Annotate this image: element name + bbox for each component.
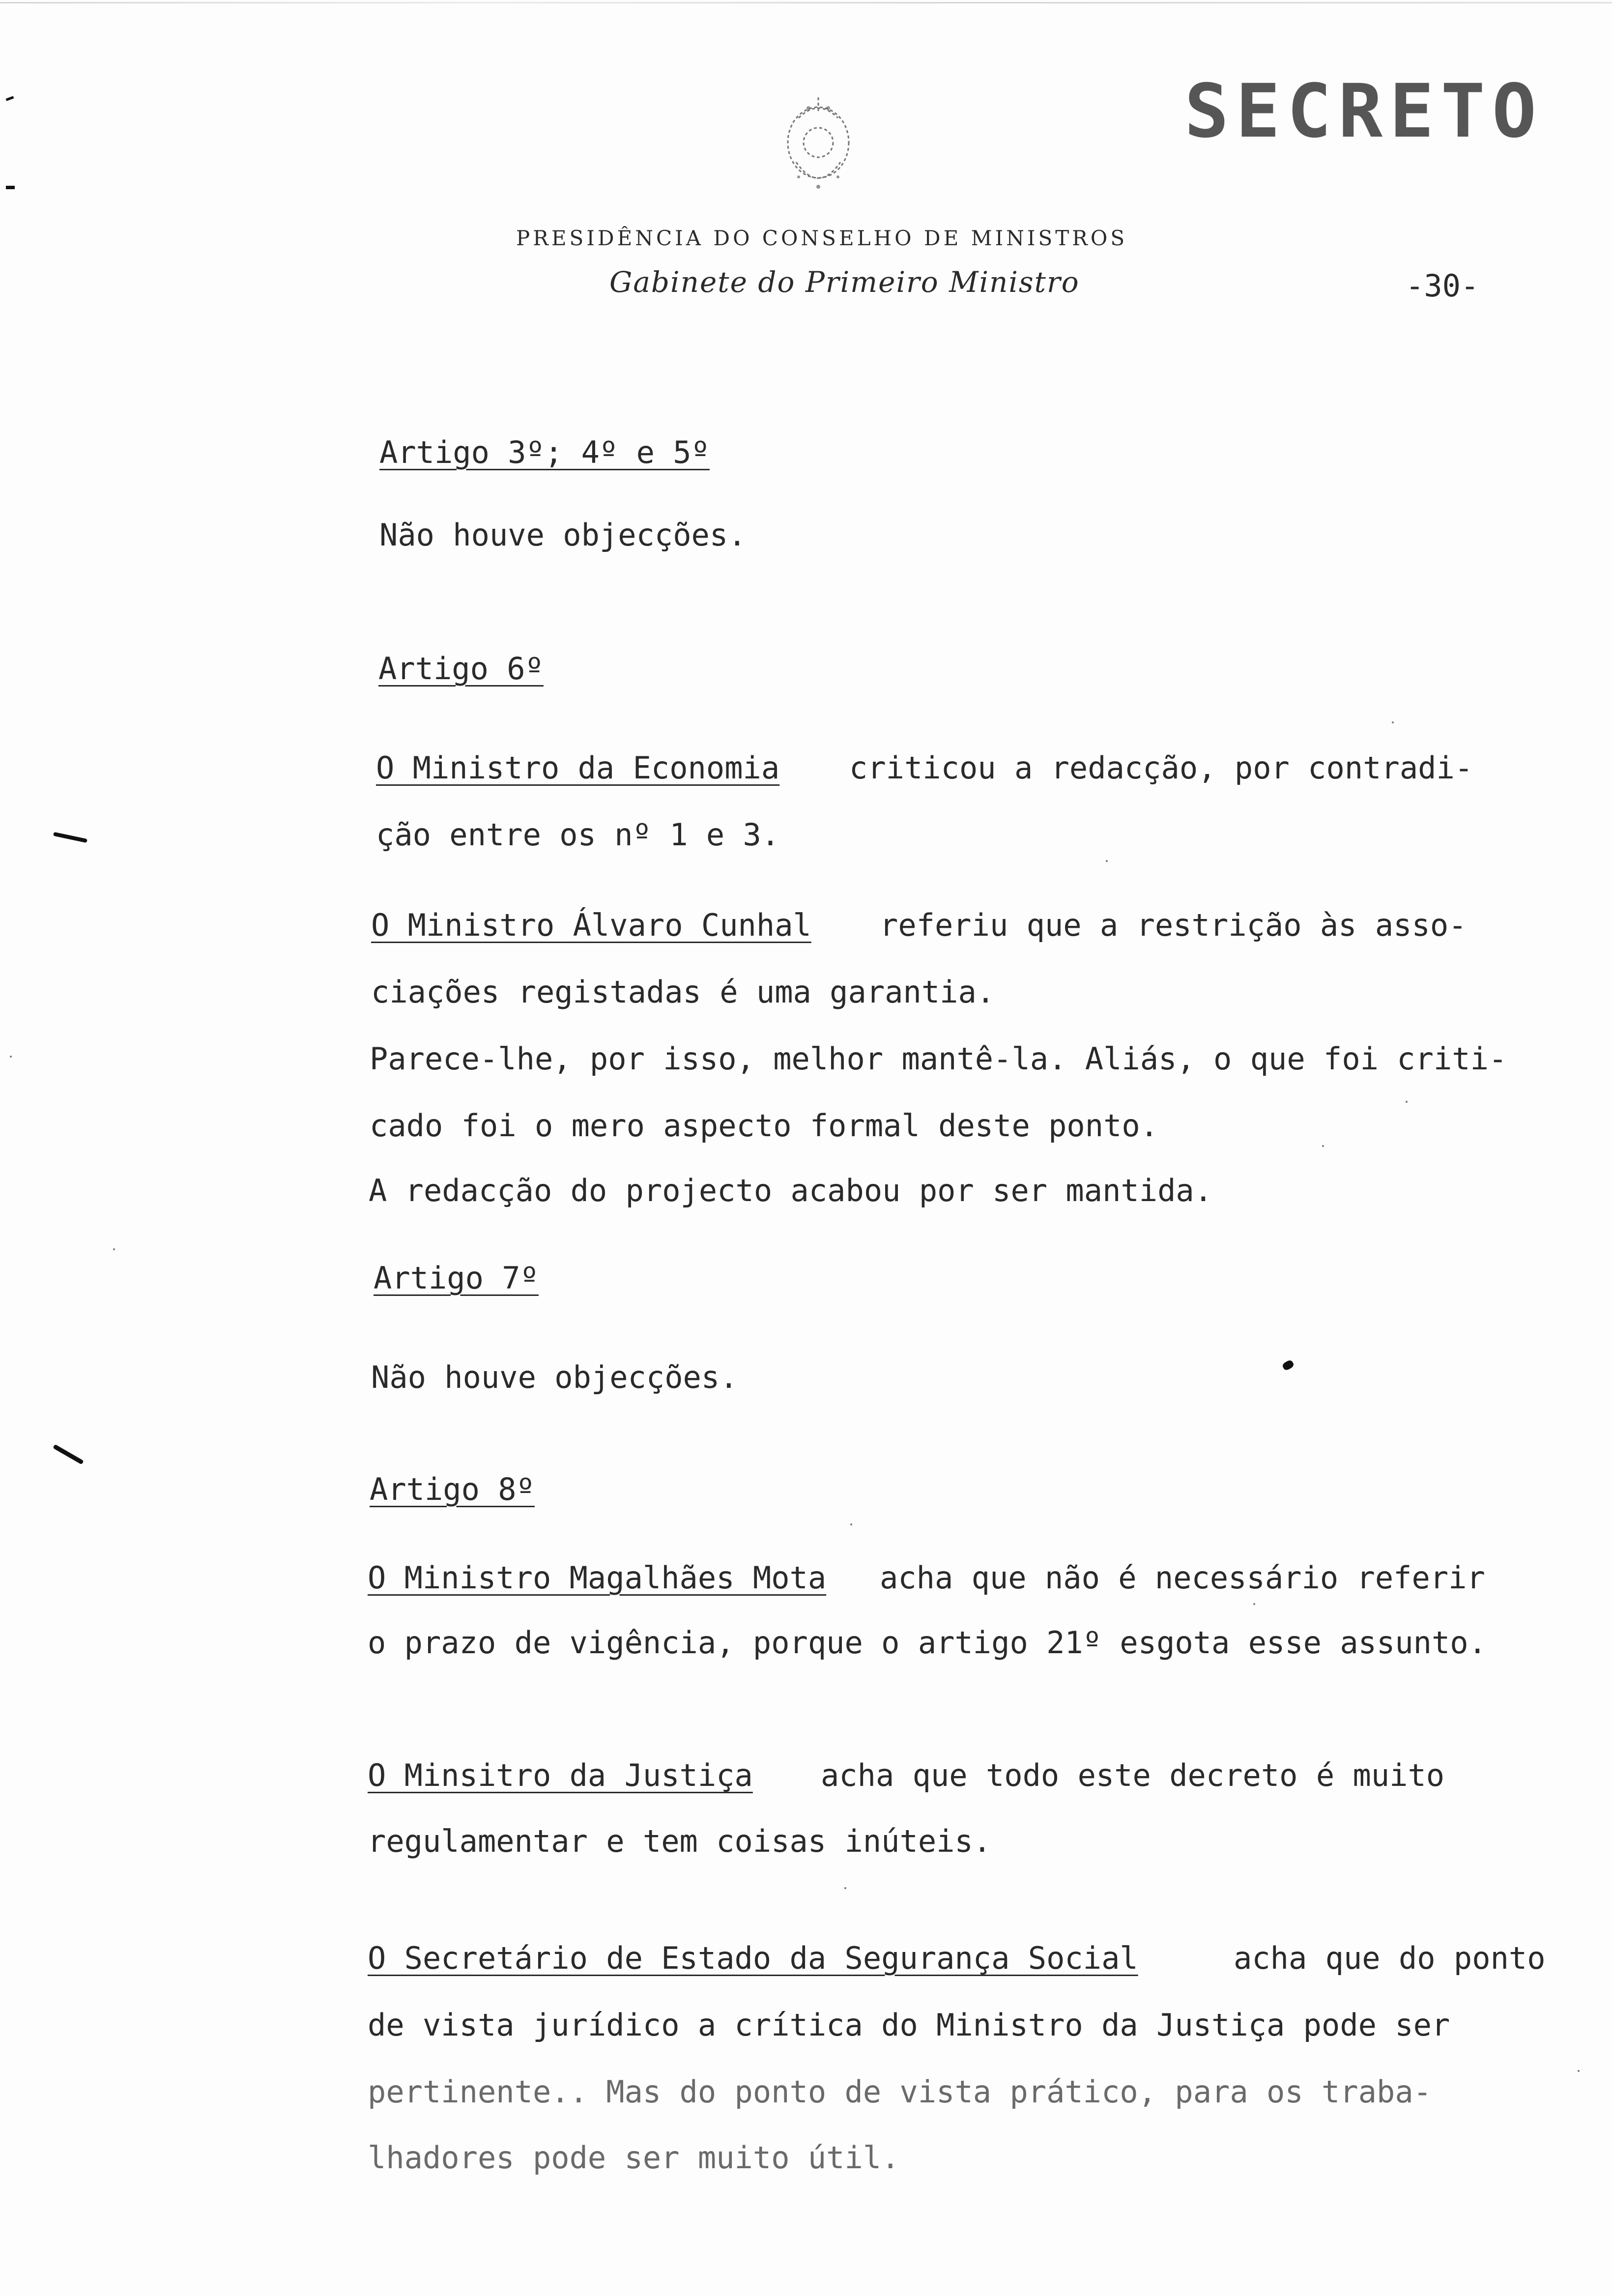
article-7-text: Não houve objecções.	[371, 1359, 738, 1395]
margin-mark	[1281, 1359, 1295, 1372]
article-3-4-5-heading: Artigo 3º; 4º e 5º	[379, 434, 710, 470]
article-6-p1-line2: ção entre os nº 1 e 3.	[376, 817, 780, 853]
article-6-p2-line4: cado foi o mero aspecto formal deste ponto.	[370, 1108, 1159, 1144]
article-8-p2-line1: acha que todo este decreto é muito	[821, 1757, 1445, 1793]
article-8-speaker-justica: O Minsitro da Justiça	[368, 1757, 753, 1793]
article-6-p2-line5: A redacção do projecto acabou por ser mantida.	[369, 1173, 1213, 1208]
scan-speck	[1106, 860, 1108, 862]
margin-mark	[6, 186, 15, 189]
institution-title: PRESIDÊNCIA DO CONSELHO DE MINISTROS	[516, 226, 1128, 250]
article-6-p2-line3: Parece-lhe, por isso, melhor mantê-la. Aliás, o que foi criti-	[370, 1041, 1507, 1077]
article-8-speaker-seguranca-social: O Secretário de Estado da Segurança Social	[368, 1940, 1138, 1976]
scan-speck	[1578, 2070, 1580, 2072]
article-3-4-5-text: Não houve objecções.	[379, 517, 747, 553]
cabinet-subtitle: Gabinete do Primeiro Ministro	[609, 265, 1080, 299]
scan-speck	[1253, 1603, 1255, 1605]
article-6-speaker-economia: O Ministro da Economia	[376, 750, 780, 786]
scan-speck	[1392, 721, 1394, 723]
scan-speck	[850, 1523, 852, 1525]
secret-stamp: SECRETO	[1184, 69, 1544, 154]
scan-speck	[1322, 1145, 1324, 1147]
coat-of-arms-icon	[769, 88, 867, 206]
article-8-speaker-magalhaes: O Ministro Magalhães Mota	[368, 1560, 827, 1596]
article-6-p2-line1: referiu que a restrição às asso-	[880, 907, 1467, 943]
margin-mark	[6, 96, 14, 101]
article-6-p2-line2: ciações registadas é uma garantia.	[371, 974, 995, 1010]
margin-mark	[53, 1444, 84, 1465]
margin-mark	[53, 832, 87, 843]
scan-speck	[113, 1248, 115, 1250]
article-8-p3-line1: acha que do ponto	[1234, 1940, 1546, 1976]
article-8-p1-line2: o prazo de vigência, porque o artigo 21º esgota esse assunto.	[368, 1625, 1487, 1661]
article-8-p3-line4: lhadores pode ser muito útil.	[368, 2140, 900, 2176]
article-6-p1-line1: criticou a redacção, por contradi-	[849, 750, 1473, 786]
article-6-speaker-cunhal: O Ministro Álvaro Cunhal	[371, 907, 811, 943]
scan-speck	[10, 1056, 12, 1058]
article-8-heading: Artigo 8º	[370, 1471, 535, 1507]
scan-speck	[1406, 1101, 1408, 1103]
article-7-heading: Artigo 7º	[374, 1260, 539, 1296]
page-number: -30-	[1406, 268, 1479, 304]
scan-edge-line	[0, 2, 1612, 3]
scan-speck	[844, 1887, 846, 1889]
article-8-p3-line2: de vista jurídico a crítica do Ministro da Justiça pode ser	[368, 2007, 1450, 2043]
article-6-heading: Artigo 6º	[378, 651, 544, 687]
article-8-p1-line1: acha que não é necessário referir	[880, 1560, 1485, 1596]
article-8-p3-line3: pertinente.. Mas do ponto de vista prático, para os traba-	[368, 2074, 1432, 2110]
article-8-p2-line2: regulamentar e tem coisas inúteis.	[368, 1823, 992, 1859]
